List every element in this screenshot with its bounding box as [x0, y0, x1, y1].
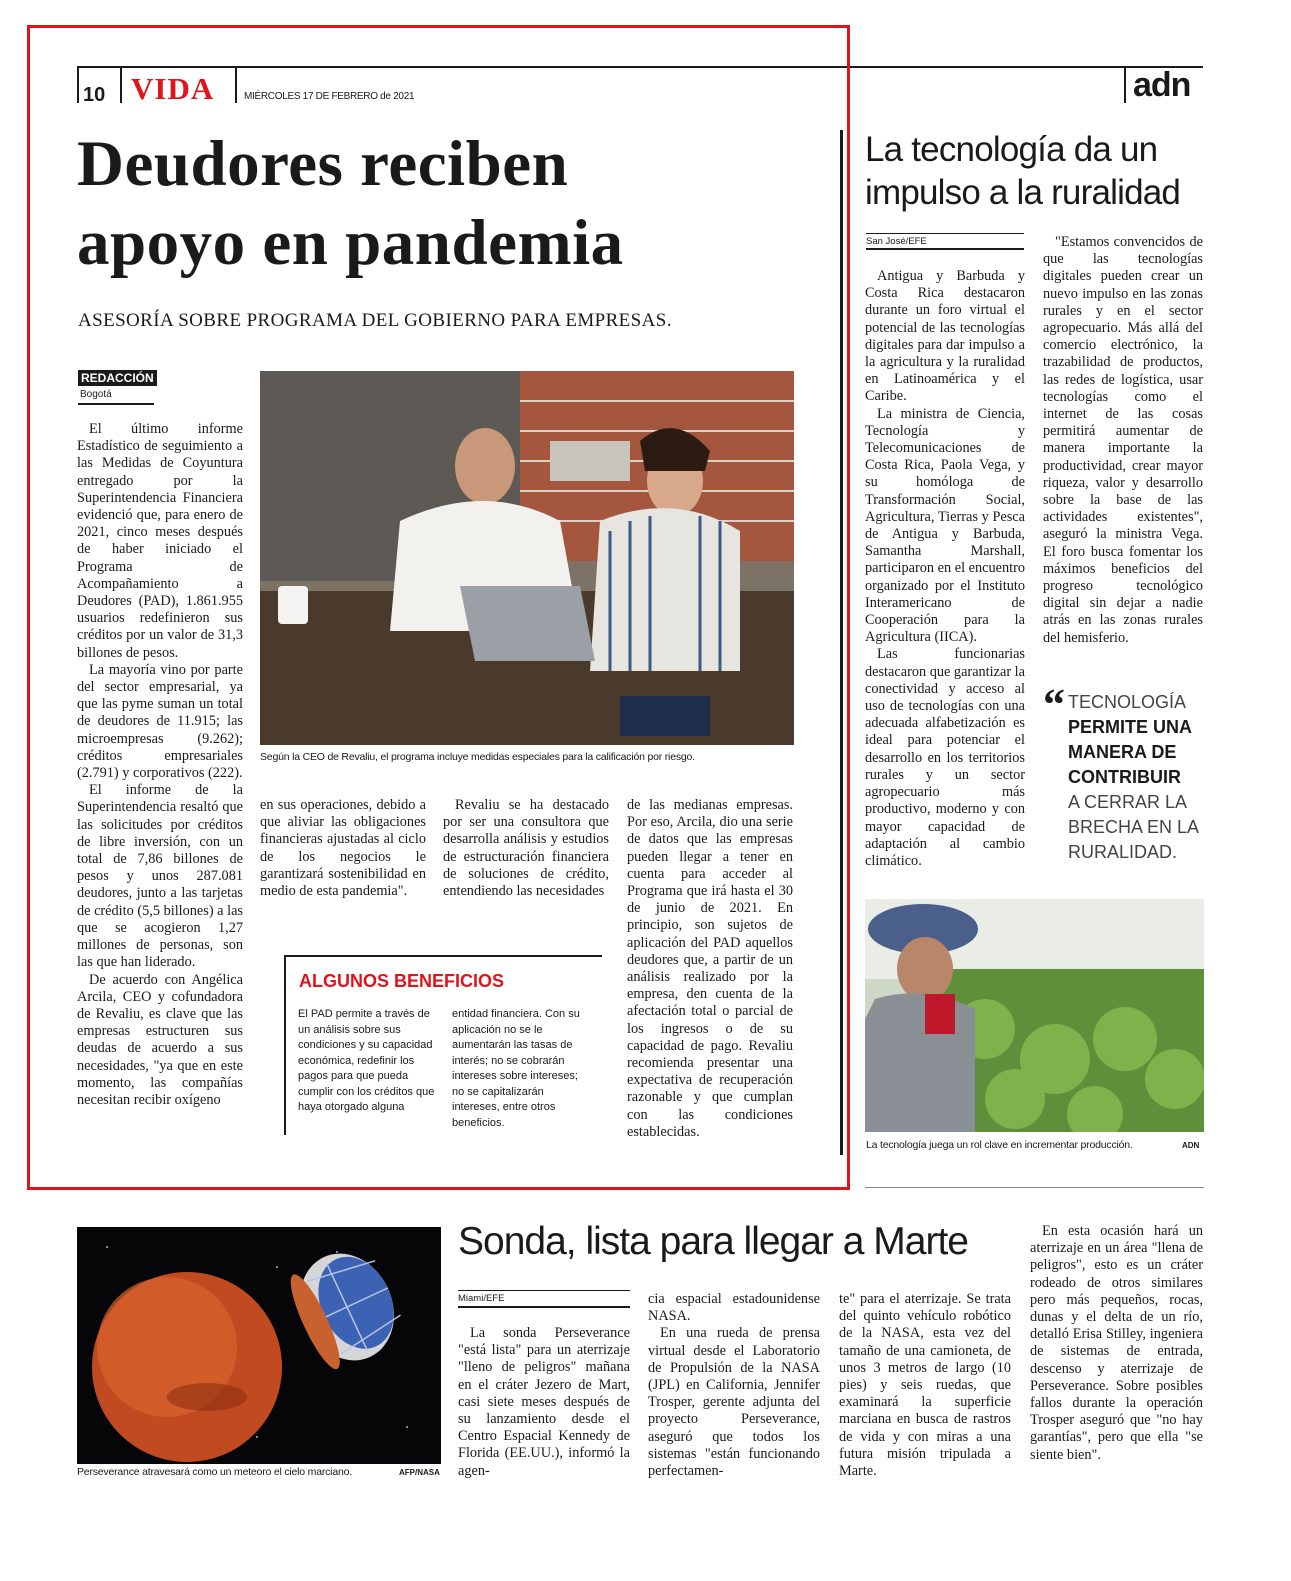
- main-col3-p1: Revaliu se ha destacado por ser una consultora que desarrolla análisis y estudios de estructuración financiera de soluciones de crédito, entendiendo las necesidades: [443, 797, 609, 900]
- bottom-col1-p1: La sonda Perseverance "está lista" para un aterrizaje "lleno de peligros" mañana en el cráter Jezero de Mart, casi siete meses después de su lanzamiento desde el Centro Espacial Kennedy de Florida (EE.UU.), informó la agen-: [458, 1325, 630, 1479]
- section-name: VIDA: [131, 71, 215, 106]
- main-col1-p1: El último informe Estadístico de seguimiento a las Medidas de Coyuntura entregado por la Superintendencia Financiera evidenció que, para enero de 2021, cinco meses después de haber iniciado el Programa de Acompañamiento a Deudores (PAD), 1.861.955 usuarios redefinieron sus créditos por un valor de 31,3 billones de pesos.: [77, 421, 243, 661]
- bottom-photo-credit: AFP/NASA: [399, 1468, 440, 1477]
- issue-date: MIÉRCOLES 17 DE FEBRERO de 2021: [244, 91, 415, 102]
- pull-quote: [1068, 690, 1203, 865]
- main-col1-p2: La mayoría vino por parte del sector empresarial, ya que las pyme suman un total de deudores de 11.915; las microempresas (9.262); créditos empresariales (2.791) y corporativos (222).: [77, 661, 243, 782]
- side-headline: La tecnología da un impulso a la ruralidad: [865, 130, 1181, 212]
- side-col2-p1: "Estamos convencidos de que las tecnologías digitales pueden crear un nuevo impulso en las zonas rurales y en el sector agropecuario. Más allá del comercio electrónico, la trazabilidad de productos, las redes de logística, usar tecnologías como el internet de las cosas permitirá aumentar de manera importante la productividad, crear mayor riqueza, valor y desarrollo sobre la base de las actividades existentes", aseguró la ministra Vega. El foro busca fomentar los máximos beneficios del progreso tecnológico digital sin dejar a nadie atrás en las zonas rurales del hemisferio.: [1043, 234, 1203, 646]
- benefits-col2: entidad financiera. Con su aplicación no se le aumentarán las tasas de interés; no se cobrarán intereses sobre intereses; no se capitalizarán intereses, entre otros beneficios.: [452, 1008, 580, 1129]
- bottom-col2: [648, 1291, 820, 1480]
- main-col1-p3: El informe de la Superintendencia resaltó que las solicitudes por créditos de libre inversión, con un total de 7,86 billones de pesos y unos 287.081 deudores, junto a las tarjetas de crédito (5,5 billones) a las que se acogieron 1,27 millones de personas, son las que han liderado.: [77, 782, 243, 971]
- bottom-col2-p1: cia espacial estadounidense NASA.: [648, 1291, 820, 1325]
- side-col1: [865, 268, 1025, 870]
- bottom-photo-caption: Perseverance atravesará como un meteoro el cielo marciano.: [77, 1466, 352, 1478]
- bottom-dateline-rule: [458, 1290, 630, 1291]
- main-col4-p1: de las medianas empresas. Por eso, Arcila, dio una serie de datos que las empresas pueden llegar a tener en cuenta para acceder al Programa que irá hasta el 30 de junio de 2021. En principio, son sujetos de aplicación del PAD aquellos deudores que, a partir de un análisis realizado por la empresa, den cuenta de la afectación total o parcial de los ingresos o de su capacidad de pago. Revaliu recomienda presentar una expectativa de recuperación razonable y que cumplan con las condiciones establecidas.: [627, 797, 793, 1140]
- page-number: 10: [83, 84, 106, 106]
- main-photo-caption: Según la CEO de Revaliu, el programa incluye medidas especiales para la calificación por riesgo.: [260, 751, 695, 763]
- byline: REDACCIÓN: [78, 370, 157, 386]
- bottom-col2-p2: En una rueda de prensa virtual desde el Laboratorio de Propulsión de la NASA (JPL) en California, Jennifer Trosper, gerente adjunta del proyecto Perseverance, aseguró que todos los sistemas "están funcionando perfectamen-: [648, 1325, 820, 1480]
- headline-line2: apoyo en pandemia: [77, 207, 624, 279]
- farmer-plants-image: [865, 899, 1204, 1132]
- side-col2: [1043, 234, 1203, 647]
- headline-line1: Deudores reciben: [77, 128, 569, 200]
- kicker: ASESORÍA SOBRE PROGRAMA DEL GOBIERNO PARA EMPRESAS.: [78, 310, 672, 331]
- brand-logo: adn: [1133, 66, 1191, 104]
- pull-quote-bold: PERMITE UNA MANERA DE CONTRIBUIR: [1068, 717, 1192, 787]
- byline-location: Bogotá: [80, 389, 112, 400]
- side-photo-caption: La tecnología juega un rol clave en incrementar producción.: [866, 1139, 1133, 1151]
- side-photo-credit: ADN: [1182, 1141, 1200, 1150]
- mars-probe-image: [77, 1227, 441, 1464]
- bottom-col3-p1: te" para el aterrizaje. Se trata del quinto vehículo robótico de la NASA, esta vez del tamaño de una camioneta, de unos 3 metros de largo (10 pies) y seis ruedas, que examinará la superficie marciana en busca de rastros de vida y con miras a una futura misión tripulada a Marte.: [839, 1291, 1011, 1480]
- side-dateline-rule: [866, 233, 1024, 234]
- main-col2-p1: en sus operaciones, debido a que aliviar las obligaciones financieras ajustadas al ciclo de los negocios le garantizará sostenibilidad en medio de esta pandemia".: [260, 797, 426, 900]
- side-col1-p3: Las funcionarias destacaron que garantizar la conectividad y acceso al uso de tecnologías con una adecuada alfabetización es ideal para potenciar el desarrollo en los territorios rurales y un sector agropecuario más productivo, moderno y con mayor capacidad de adaptación al cambio climático.: [865, 646, 1025, 869]
- bottom-col4: [1030, 1223, 1203, 1464]
- header-divider-right: [1124, 66, 1126, 103]
- benefits-title: ALGUNOS BENEFICIOS: [299, 971, 505, 991]
- bottom-col4-p1: En esta ocasión hará un aterrizaje en un área "llena de peligros", esto es un cráter rodeado de otros similares pero más pequeños, rocas, dunas y el delta de un río, detalló Erisa Stilley, ingeniera de sistemas de entrada, descenso y aterrizaje de Perseverance. Sobre posibles fallos durante la operación Trosper aseguró que "no hay garantías", pero que ella "se siente bien".: [1030, 1223, 1203, 1463]
- side-dateline-rule2: [866, 248, 1024, 250]
- pull-quote-light1: TECNOLOGÍA: [1068, 692, 1187, 712]
- bottom-dateline: Miami/EFE: [458, 1293, 505, 1304]
- side-dateline: San José/EFE: [866, 236, 927, 247]
- bottom-photo: [77, 1227, 441, 1464]
- bottom-col3: [839, 1291, 1011, 1480]
- bottom-col1: [458, 1325, 630, 1480]
- main-col1-p4: De acuerdo con Angélica Arcila, CEO y cofundadora de Revaliu, es clave que las empresas estructuren sus deudas de acuerdo a sus necesidades, "ya que en este momento, las compañías necesitan recibir oxígeno: [77, 971, 243, 1108]
- side-vertical-rule: [840, 130, 843, 1155]
- bottom-headline: Sonda, lista para llegar a Marte: [458, 1220, 968, 1263]
- side-col1-p2: La ministra de Ciencia, Tecnología y Telecomunicaciones de Costa Rica, Paola Vega, y su homóloga de Transformación Social, Agricultura, Tierras y Pesca de Antigua y Barbuda, Samantha Marshall, participaron en el encuentro organizado por el Instituto Interamericano de Cooperación para la Agricultura (IICA).: [865, 405, 1025, 646]
- bottom-section-rule: [865, 1187, 1204, 1188]
- benefits-col1: El PAD permite a través de un análisis sobre sus condiciones y su capacidad económica, redefinir los pagos para que pueda cumplir con los créditos que haya otorgado alguna: [298, 1008, 435, 1113]
- side-col1-p1: Antigua y Barbuda y Costa Rica destacaron durante un foro virtual el potencial de las tecnologías digitales para dar impulso a la agricultura y la ruralidad en Latinoamérica y el Caribe.: [865, 268, 1025, 405]
- quote-mark-icon: “: [1043, 680, 1065, 729]
- bottom-dateline-rule2: [458, 1306, 630, 1308]
- side-photo: [865, 899, 1204, 1132]
- pull-quote-light2: A CERRAR LA BRECHA EN LA RURALIDAD.: [1068, 792, 1199, 862]
- highlight-frame: [27, 25, 850, 1190]
